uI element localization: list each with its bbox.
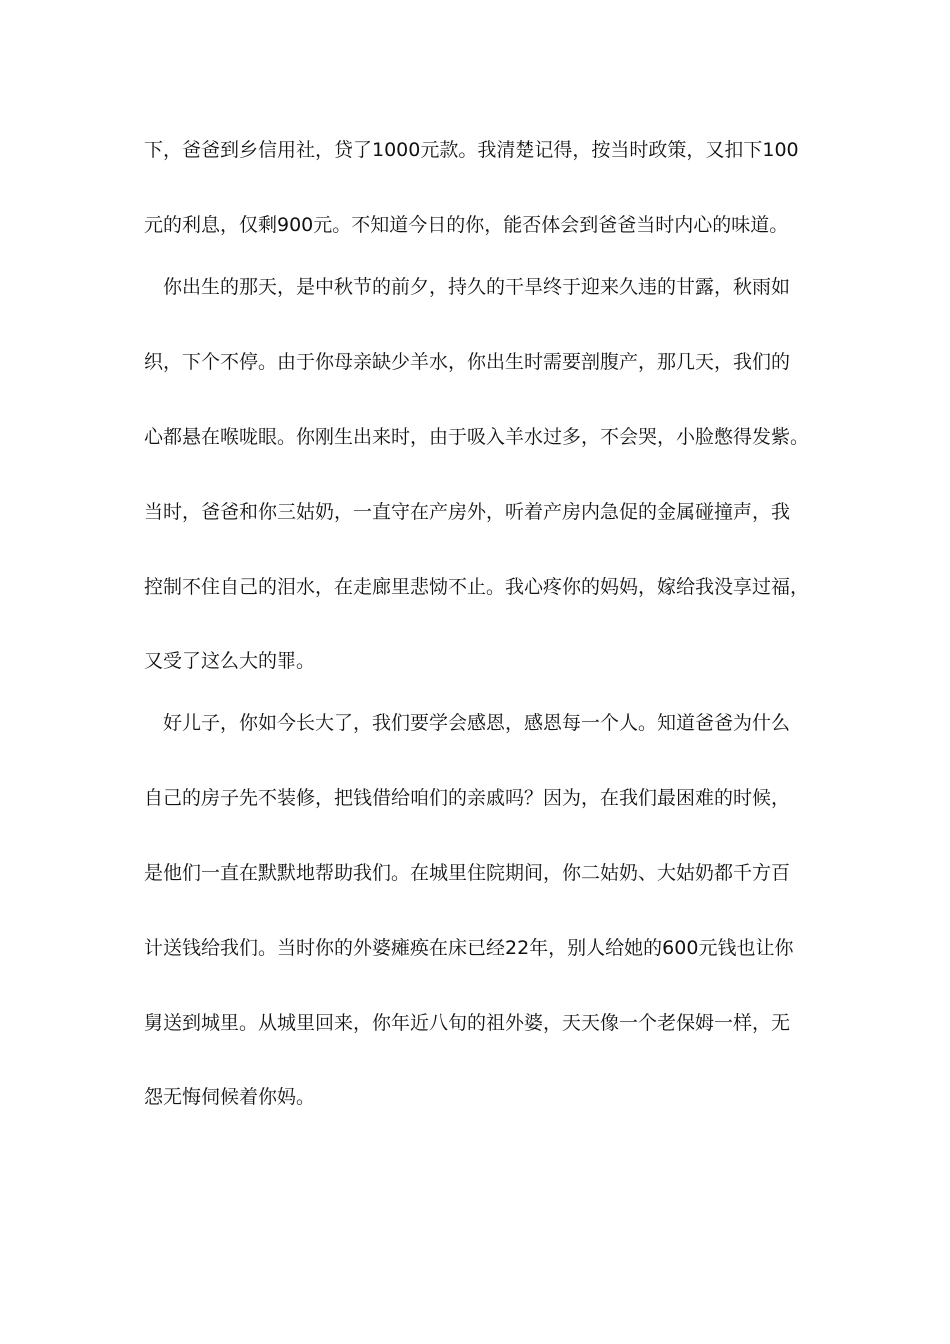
- text-line-11: 是他们一直在默默地帮助我们。在城里住院期间，你二姑奶、大姑奶都千方百: [144, 862, 791, 884]
- text-line-7: 控制不住自己的泪水，在走廊里悲恸不止。我心疼你的妈妈，嫁给我没享过福，: [144, 576, 810, 598]
- text-line-13: 舅送到城里。从城里回来，你年近八旬的祖外婆，天天像一个老保姆一样，无: [144, 1012, 791, 1034]
- text-line-4: 织，下个不停。由于你母亲缺少羊水，你出生时需要剖腹产，那几天，我们的: [144, 351, 791, 373]
- text-line-12: 计送钱给我们。当时你的外婆瘫痪在床已经22年，别人给她的600元钱也让你: [144, 937, 794, 959]
- text-line-1: 下，爸爸到乡信用社，贷了1000元款。我清楚记得，按当时政策，又扣下100: [144, 139, 799, 161]
- text-line-6: 当时，爸爸和你三姑奶，一直守在产房外，听着产房内急促的金属碰撞声，我: [144, 501, 791, 523]
- text-line-2: 元的利息，仅剩900元。不知道今日的你，能否体会到爸爸当时内心的味道。: [144, 214, 789, 236]
- text-line-5: 心都悬在喉咙眼。你刚生出来时，由于吸入羊水过多，不会哭，小脸憋得发紫。: [144, 426, 810, 448]
- text-line-9: 好儿子，你如今长大了，我们要学会感恩，感恩每一个人。知道爸爸为什么: [163, 712, 791, 734]
- text-line-8: 又受了这么大的罪。: [144, 650, 316, 672]
- text-line-14: 怨无悔伺候着你妈。: [144, 1086, 316, 1108]
- text-line-10: 自己的房子先不装修，把钱借给咱们的亲戚吗？因为，在我们最困难的时候，: [144, 787, 791, 809]
- text-line-3: 你出生的那天，是中秋节的前夕，持久的干旱终于迎来久违的甘露，秋雨如: [163, 276, 791, 298]
